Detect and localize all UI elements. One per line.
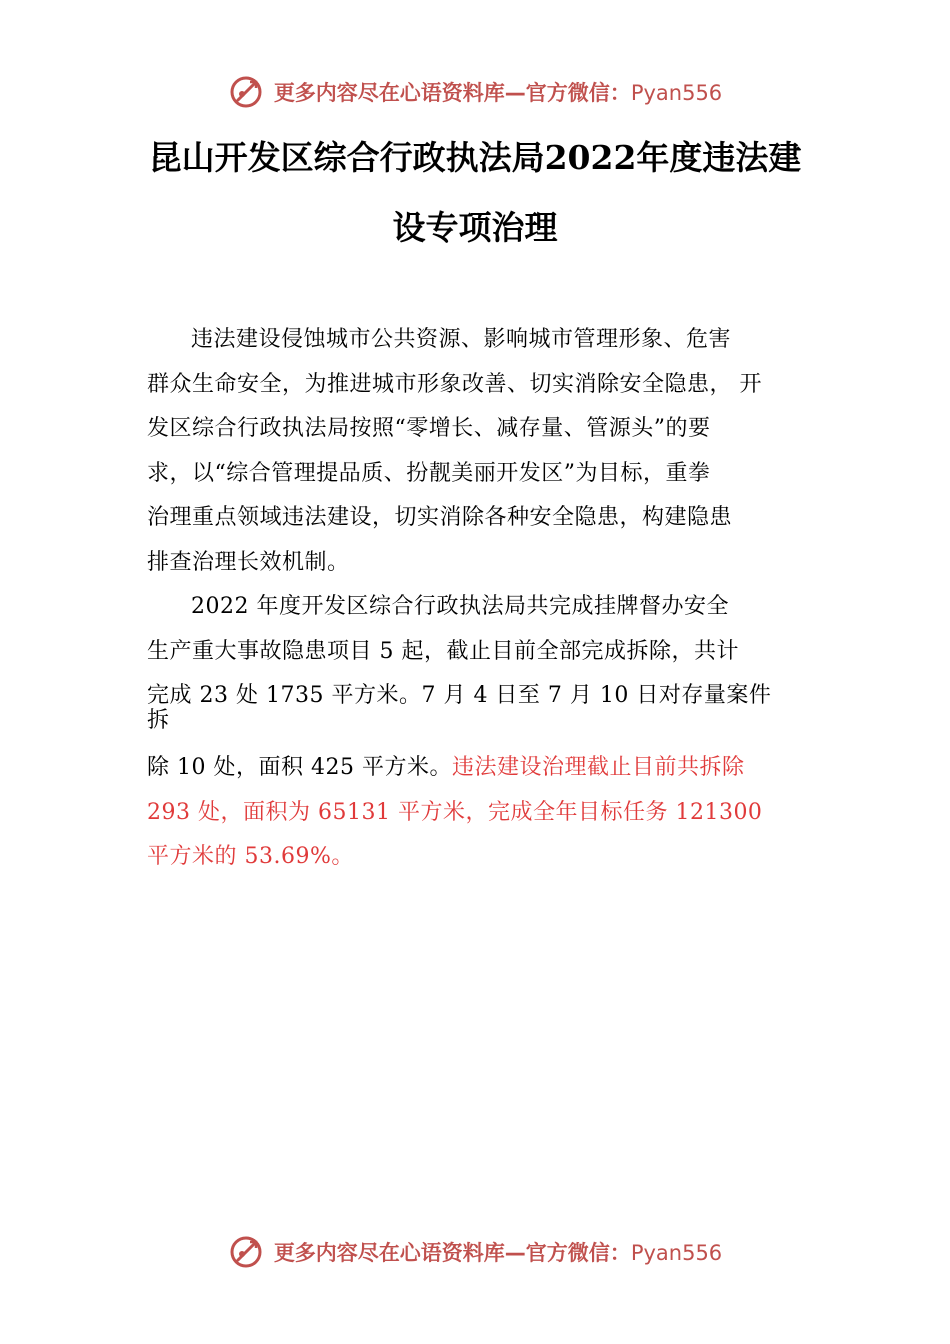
footer-brand-text: 更多内容尽在心语资料库—官方微信：Pyan556 — [273, 1241, 723, 1265]
document-body — [147, 318, 827, 880]
highlight-text-line: 平方米的 53.69%。 — [147, 844, 354, 869]
brand-logo-icon — [228, 74, 264, 110]
paragraph-1 — [147, 318, 827, 585]
paragraph-2 — [147, 585, 827, 880]
header-wechat-id: Pyan556 — [630, 81, 723, 105]
paragraph-2-line: 生产重大事故隐患项目 5 起，截止目前全部完成拆除，共计 — [147, 638, 739, 664]
paragraph-2-line: 完成 23 处 1735 平方米。7 月 4 日至 7 月 10 日对存量案件 — [147, 683, 772, 708]
paragraph-1-line: 排查治理长效机制。 — [147, 549, 350, 575]
page-header — [0, 70, 950, 114]
page-footer — [0, 1230, 950, 1274]
highlight-text: 违法建设治理截止目前共拆除 — [451, 755, 745, 780]
paragraph-2-line: 拆 — [147, 708, 170, 733]
highlight-text-line: 293 处，面积为 65131 平方米，完成全年目标任务 121300 — [147, 799, 763, 825]
paragraph-2-text: 除 10 处，面积 425 平方米。 — [147, 755, 452, 780]
paragraph-1-line: 求，以“综合管理提品质、扮靓美丽开发区”为目标，重拳 — [147, 460, 711, 486]
paragraph-1-line: 违法建设侵蚀城市公共资源、影响城市管理形象、危害 — [191, 327, 732, 352]
brand-logo-icon — [228, 1234, 264, 1270]
paragraph-2-line-mixed — [147, 746, 827, 791]
document-title-line-1: 昆山开发区综合行政执法局2022年度违法建 — [148, 138, 802, 177]
document-title-line-2: 设专项治理 — [392, 208, 558, 247]
footer-wechat-id: Pyan556 — [630, 1241, 723, 1265]
paragraph-1-line: 群众生命安全，为推进城市形象改善、切实消除安全隐患， 开 — [147, 371, 762, 397]
header-brand-text: 更多内容尽在心语资料库—官方微信：Pyan556 — [273, 81, 723, 105]
paragraph-2-line: 2022 年度开发区综合行政执法局共完成挂牌督办安全 — [191, 594, 729, 619]
paragraph-1-line: 发区综合行政执法局按照“零增长、减存量、管源头”的要 — [147, 416, 711, 441]
paragraph-1-line: 治理重点领域违法建设，切实消除各种安全隐患，构建隐患 — [147, 505, 733, 530]
